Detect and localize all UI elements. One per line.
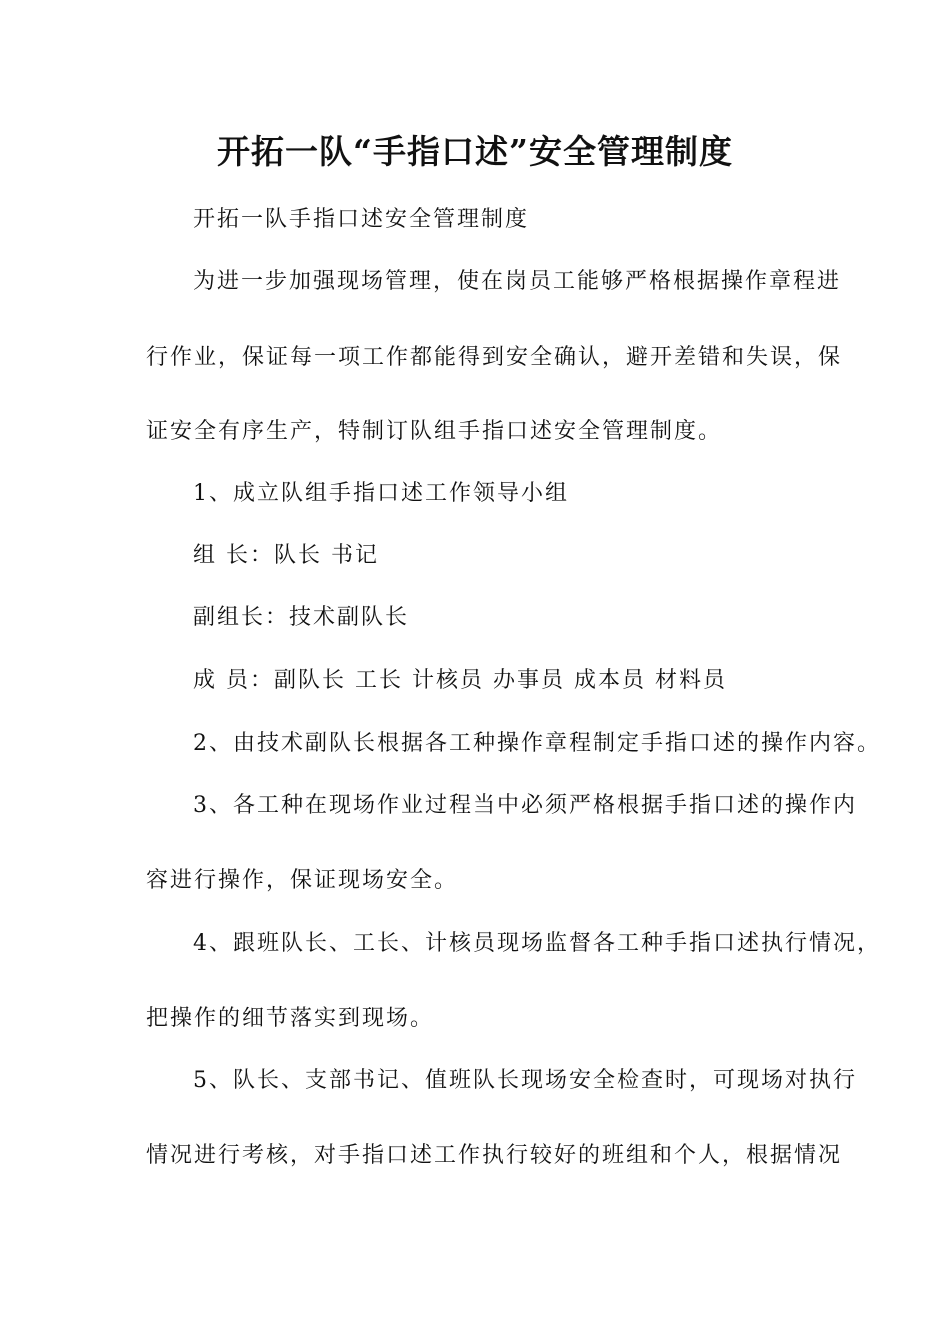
paragraph-line: 情况进行考核，对手指口述工作执行较好的班组和个人，根据情况 [146,1143,843,1168]
paragraph-line: 容进行操作，保证现场安全。 [146,868,459,893]
members-line: 成 员：副队长 工长 计核员 办事员 成本员 材料员 [193,668,727,693]
leader-line: 组 长：队长 书记 [193,543,379,568]
list-item-5: 5、队长、支部书记、值班队长现场安全检查时，可现场对执行 [193,1068,857,1093]
paragraph-line: 行作业，保证每一项工作都能得到安全确认，避开差错和失误，保 [146,345,843,370]
list-item-1: 1、成立队组手指口述工作领导小组 [193,481,569,506]
paragraph-line: 为进一步加强现场管理，使在岗员工能够严格根据操作章程进 [193,269,842,294]
list-item-2: 2、由技术副队长根据各工种操作章程制定手指口述的操作内容。 [193,731,881,756]
paragraph-line: 证安全有序生产，特制订队组手指口述安全管理制度。 [146,419,723,444]
deputy-leader-line: 副组长：技术副队长 [193,605,410,630]
list-item-4: 4、跟班队长、工长、计核员现场监督各工种手指口述执行情况， [193,931,881,956]
list-item-3: 3、各工种在现场作业过程当中必须严格根据手指口述的操作内 [193,793,857,818]
paragraph-line: 把操作的细节落实到现场。 [146,1006,435,1031]
subtitle-line: 开拓一队手指口述安全管理制度 [193,207,530,232]
document-title: 开拓一队“手指口述”安全管理制度 [217,132,733,171]
